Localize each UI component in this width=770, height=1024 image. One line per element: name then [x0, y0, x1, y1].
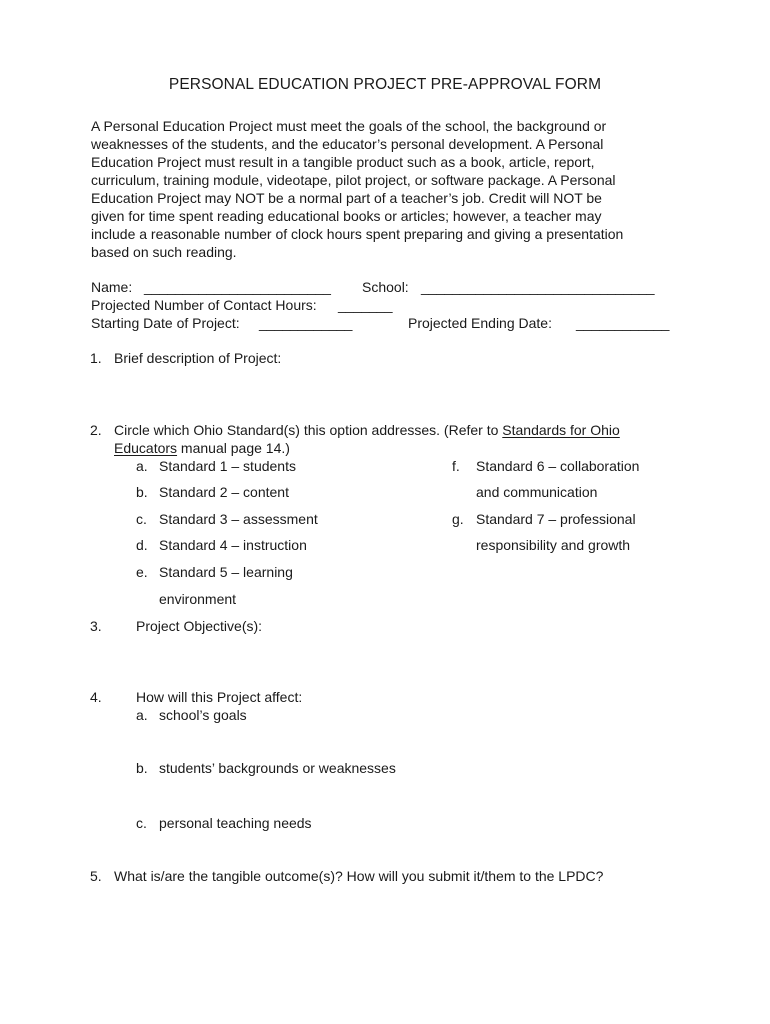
start-date-field[interactable]: ____________	[259, 315, 353, 331]
standard-g-option-cont[interactable]: responsibility and growth	[476, 537, 631, 553]
q5-number: 5.	[90, 868, 102, 884]
intro-line: curriculum, training module, videotape, pilot project, or software package. A Personal	[91, 172, 616, 188]
standard-e-option-cont[interactable]: environment	[159, 591, 237, 607]
intro-line: given for time spent reading educational books or articles; however, a teacher may	[91, 208, 602, 224]
q4-a-text: school’s goals	[159, 707, 247, 723]
standard-b-option[interactable]: Standard 2 – content	[159, 484, 289, 500]
q4-number: 4.	[90, 689, 102, 705]
standard-e-letter: e.	[136, 564, 148, 580]
standard-f-letter: f.	[452, 458, 460, 474]
school-label: School:	[362, 279, 409, 295]
page-title: PERSONAL EDUCATION PROJECT PRE-APPROVAL FORM	[168, 76, 602, 93]
standard-f-option[interactable]: Standard 6 – collaboration	[476, 458, 640, 474]
standard-d-option[interactable]: Standard 4 – instruction	[159, 537, 307, 553]
school-field[interactable]: ______________________________	[421, 279, 655, 295]
contact-hours-label: Projected Number of Contact Hours:	[91, 297, 317, 313]
standard-d-letter: d.	[136, 537, 148, 553]
standard-g-letter: g.	[452, 511, 464, 527]
name-field[interactable]: ________________________	[144, 279, 331, 295]
start-date-label: Starting Date of Project:	[91, 315, 240, 331]
q1-text: Brief description of Project:	[114, 350, 282, 366]
intro-line: include a reasonable number of clock hours spent preparing and giving a presentation	[91, 226, 624, 242]
intro-line: based on such reading.	[91, 244, 237, 260]
standard-a-option[interactable]: Standard 1 – students	[159, 458, 296, 474]
intro-line: weaknesses of the students, and the educator’s personal development. A Personal	[91, 136, 604, 152]
q2-text	[114, 421, 620, 439]
intro-line: A Personal Education Project must meet the goals of the school, the background or	[91, 118, 607, 134]
end-date-label: Projected Ending Date:	[408, 315, 552, 331]
standard-a-letter: a.	[136, 458, 148, 474]
q2-number: 2.	[90, 422, 102, 438]
name-label: Name:	[91, 279, 133, 295]
standards-reference-link-part1[interactable]: Standards for Ohio	[502, 422, 620, 438]
q5-text: What is/are the tangible outcome(s)? How will you submit it/them to the LPDC?	[114, 868, 604, 884]
standard-g-option[interactable]: Standard 7 – professional	[476, 511, 636, 527]
standard-c-option[interactable]: Standard 3 – assessment	[159, 511, 318, 527]
q4-b-text: students’ backgrounds or weaknesses	[159, 760, 396, 776]
q2-text-line2	[114, 439, 290, 457]
q4-b-letter: b.	[136, 760, 148, 776]
q4-a-letter: a.	[136, 707, 148, 723]
q4-c-letter: c.	[136, 815, 147, 831]
contact-hours-field[interactable]: _______	[338, 297, 393, 313]
standard-e-option[interactable]: Standard 5 – learning	[159, 564, 293, 580]
intro-line: Education Project must result in a tangible product such as a book, article, report,	[91, 154, 595, 170]
q2-text-end: manual page 14.)	[177, 440, 290, 456]
standards-reference-link-part2[interactable]: Educators	[114, 440, 178, 456]
standard-f-option-cont[interactable]: and communication	[476, 484, 598, 500]
q3-number: 3.	[90, 618, 102, 634]
intro-line: Education Project may NOT be a normal part of a teacher’s job. Credit will NOT be	[91, 190, 602, 206]
standard-b-letter: b.	[136, 484, 148, 500]
end-date-field[interactable]: ____________	[576, 315, 670, 331]
intro-paragraph	[91, 117, 691, 261]
q4-text: How will this Project affect:	[136, 689, 303, 705]
standard-c-letter: c.	[136, 511, 147, 527]
q1-number: 1.	[90, 350, 102, 366]
q3-text: Project Objective(s):	[136, 618, 263, 634]
q4-c-text: personal teaching needs	[159, 815, 312, 831]
q2-text-start: Circle which Ohio Standard(s) this option addresses. (Refer to	[114, 422, 503, 438]
